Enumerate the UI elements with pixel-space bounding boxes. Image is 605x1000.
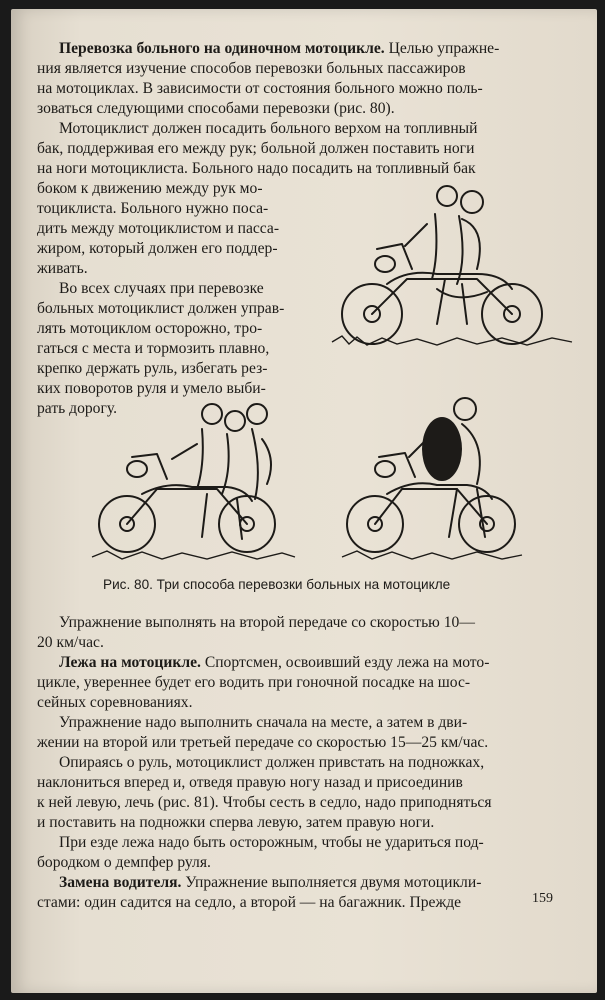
text-line: тоциклиста. Больного нужно поса- bbox=[37, 200, 269, 217]
text-line: и поставить на подножки сперва левую, затем правую ноги. bbox=[37, 814, 435, 831]
text-line: Спортсмен, освоивший езду лежа на мото- bbox=[204, 654, 490, 671]
text-line: дить между мотоциклистом и пасса- bbox=[37, 220, 280, 237]
text-line: Упражнение выполнять на второй передаче со скоростью 10— bbox=[59, 614, 475, 631]
book-page bbox=[11, 9, 597, 993]
text-line: лять мотоциклом осторожно, тро- bbox=[37, 320, 263, 337]
illustration-motorcycle-three-riders bbox=[87, 389, 297, 569]
bold-heading-lying: Лежа на мотоцикле. bbox=[59, 654, 201, 671]
illustration-motorcycle-side-passenger bbox=[337, 389, 527, 569]
text-line: больных мотоциклист должен управ- bbox=[37, 300, 285, 317]
illustration-motorcycle-two-riders bbox=[327, 174, 577, 354]
text-line: Упражнение надо выполнить сначала на месте, а затем в дви- bbox=[59, 714, 468, 731]
paragraph-8 bbox=[37, 833, 577, 873]
text-line: сейных соревнованиях. bbox=[37, 694, 193, 711]
text-line: 20 км/час. bbox=[37, 634, 104, 651]
text-line: на мотоциклах. В зависимости от состояния больного можно поль- bbox=[37, 80, 483, 97]
bold-heading-transport: Перевозка больного на одиночном мотоцикле. bbox=[59, 40, 385, 57]
text-line: зоваться следующими способами перевозки (рис. 80). bbox=[37, 100, 395, 117]
text-line: жении на второй или третьей передаче со скоростью 15—25 км/час. bbox=[37, 734, 489, 751]
text-line: к ней левую, лечь (рис. 81). Чтобы сесть в седло, надо приподняться bbox=[37, 794, 492, 811]
text-line: Упражнение выполняется двумя мотоцикли- bbox=[185, 874, 482, 891]
text-line: При езде лежа надо быть осторожным, чтобы не удариться под- bbox=[59, 834, 484, 851]
text-line: жиром, который должен его поддер- bbox=[37, 240, 278, 257]
text-line: живать. bbox=[37, 260, 88, 277]
text-line: крепко держать руль, избегать рез- bbox=[37, 360, 268, 377]
text-block-bottom bbox=[37, 613, 577, 913]
text-line: ких поворотов руля и умело выби- bbox=[37, 380, 266, 397]
paragraph-6 bbox=[37, 713, 577, 753]
text-line: Мотоциклист должен посадить больного верхом на топливный bbox=[59, 120, 478, 137]
text-line: Опираясь о руль, мотоциклист должен привстать на подножках, bbox=[59, 754, 485, 771]
text-line: боком к движению между рук мо- bbox=[37, 180, 263, 197]
paragraph-5 bbox=[37, 653, 577, 713]
text-line: ния является изучение способов перевозки больных пассажиров bbox=[37, 60, 466, 77]
bold-heading-driver-change: Замена водителя. bbox=[59, 874, 182, 891]
paragraph-7 bbox=[37, 753, 577, 833]
paragraph-1 bbox=[37, 39, 577, 119]
text-line: бак, поддерживая его между рук; больной должен поставить ноги bbox=[37, 140, 475, 157]
text-line: цикле, увереннее будет его водить при гоночной посадке на шос- bbox=[37, 674, 471, 691]
text-line: стами: один садится на седло, а второй — на багажник. Прежде bbox=[37, 894, 462, 911]
figure-caption: Рис. 80. Три способа перевозки больных на мотоцикле bbox=[103, 577, 451, 592]
page-number: 159 bbox=[532, 891, 553, 906]
text-line: Целью упражне- bbox=[388, 40, 500, 57]
text-line: Во всех случаях при перевозке bbox=[59, 280, 264, 297]
text-line: бородком о демпфер руля. bbox=[37, 854, 211, 871]
text-line: наклониться вперед и, отведя правую ногу назад и присоединив bbox=[37, 774, 463, 791]
text-line: рать дорогу. bbox=[37, 400, 117, 417]
paragraph-9 bbox=[37, 873, 577, 913]
text-line: гаться с места и тормозить плавно, bbox=[37, 340, 270, 357]
paragraph-4 bbox=[37, 613, 577, 653]
text-line: на ноги мотоциклиста. Больного надо посадить на топливный бак bbox=[37, 160, 476, 177]
